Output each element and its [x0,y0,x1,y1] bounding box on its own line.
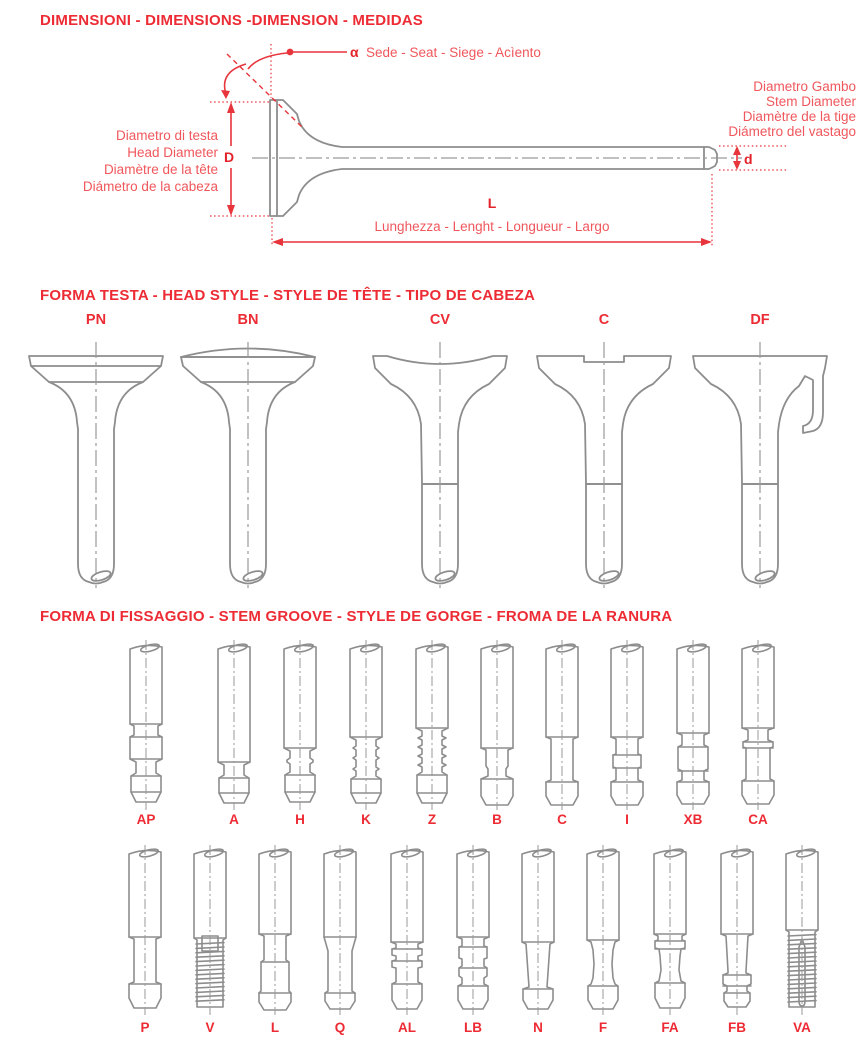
stem-drawing-a [199,638,269,812]
stem-groove-label: Z [427,812,437,827]
stem-groove-label: XB [683,812,703,827]
head-style-label: PN [85,312,107,328]
stem-groove-label: N [533,1020,543,1035]
stem-drawing-ca [723,638,793,812]
stem-drawing-k [331,638,401,812]
stem-diameter-symbol: d [744,151,753,167]
head-figure-cv [365,334,515,592]
stem-drawing-c [527,638,597,812]
stem-figure-fb [702,843,772,1017]
stem-figure-n [503,843,573,1017]
stem-drawing-b [462,638,532,812]
head-diameter-label-line: Diametro di testa [115,128,218,143]
stem-diameter-label-line: Stem Diameter [765,94,856,109]
valve-dimension-drawing [0,28,860,250]
stem-groove-label: P [140,1020,150,1035]
head-diameter-label-line: Head Diameter [127,145,218,160]
stem-figure-p [110,843,180,1017]
stem-drawing-p [110,843,180,1017]
stem-groove-label: LB [464,1020,482,1035]
stem-drawing-ap [111,638,181,812]
stem-drawing-i [592,638,662,812]
stem-diameter-label-line: Diametro Gambo [753,79,856,94]
stem-groove-label: VA [793,1020,811,1035]
stem-drawing-va [767,843,837,1017]
head-style-label: C [598,312,610,328]
stem-drawing-fb [702,843,772,1017]
stem-groove-label: I [625,812,629,827]
stem-figure-al [372,843,442,1017]
dimensions-title: DIMENSIONI - DIMENSIONS -DIMENSION - MEDIDAS [40,12,423,29]
length-symbol: L [487,195,497,211]
head-figure-df [685,334,835,592]
stem-drawing-h [265,638,335,812]
stem-figure-b [462,638,532,812]
stem-drawing-al [372,843,442,1017]
head-drawing-df [685,334,835,592]
stem-figure-z [397,638,467,812]
stem-groove-label: B [492,812,502,827]
stem-groove-label: L [270,1020,280,1035]
stem-figure-f [568,843,638,1017]
head-figure-bn [173,334,323,592]
stem-groove-label: V [205,1020,215,1035]
stem-groove-label: CA [748,812,768,827]
stem-groove-label: C [557,812,567,827]
stem-figure-v [175,843,245,1017]
stem-groove-label: FB [728,1020,746,1035]
head-diameter-label-line: Diamètre de la tête [103,162,218,177]
stem-drawing-n [503,843,573,1017]
head-style-label: BN [237,312,259,328]
stem-figure-k [331,638,401,812]
stem-diameter-label-line: Diámetro del vastago [728,124,856,139]
stem-figure-ap [111,638,181,812]
stem-drawing-fa [635,843,705,1017]
stem-figure-ca [723,638,793,812]
stem-figure-i [592,638,662,812]
stem-drawing-lb [438,843,508,1017]
stem-drawing-z [397,638,467,812]
stem-figure-a [199,638,269,812]
head-diameter-label-line: Diámetro de la cabeza [82,179,218,194]
stem-figure-fa [635,843,705,1017]
valve-outline [252,100,742,216]
stem-drawing-q [305,843,375,1017]
head-diameter-symbol: D [223,149,235,165]
head-drawing-cv [365,334,515,592]
stem-groove-label: FA [661,1020,679,1035]
stem-groove-title: FORMA DI FISSAGGIO - STEM GROOVE - STYLE DE GORGE - FROMA DE LA RANURA [40,608,673,625]
head-style-label: DF [750,312,770,328]
stem-groove-label: A [229,812,239,827]
alpha-symbol: α [350,44,359,60]
stem-drawing-v [175,843,245,1017]
head-drawing-pn [21,334,171,592]
head-figure-pn [21,334,171,592]
stem-figure-c [527,638,597,812]
head-drawing-c [529,334,679,592]
head-style-title: FORMA TESTA - HEAD STYLE - STYLE DE TÊTE - TIPO DE CABEZA [40,287,536,304]
stem-groove-label: AP [136,812,156,827]
stem-figure-va [767,843,837,1017]
dimension-lines [210,44,788,246]
head-figure-c [529,334,679,592]
stem-drawing-l [240,843,310,1017]
head-drawing-bn [173,334,323,592]
head-style-label: CV [429,312,451,328]
stem-figure-xb [658,638,728,812]
stem-figure-h [265,638,335,812]
length-label: Lunghezza - Lenght - Longueur - Largo [374,219,610,234]
stem-groove-label: Q [334,1020,346,1035]
stem-groove-label: K [361,812,371,827]
stem-diameter-label-line: Diamètre de la tige [742,109,856,124]
seat-label: Sede - Seat - Siege - Acìento [366,45,541,60]
stem-groove-label: AL [398,1020,416,1035]
stem-drawing-xb [658,638,728,812]
stem-drawing-f [568,843,638,1017]
stem-groove-label: H [295,812,305,827]
stem-figure-l [240,843,310,1017]
stem-figure-q [305,843,375,1017]
stem-figure-lb [438,843,508,1017]
stem-groove-label: F [598,1020,608,1035]
